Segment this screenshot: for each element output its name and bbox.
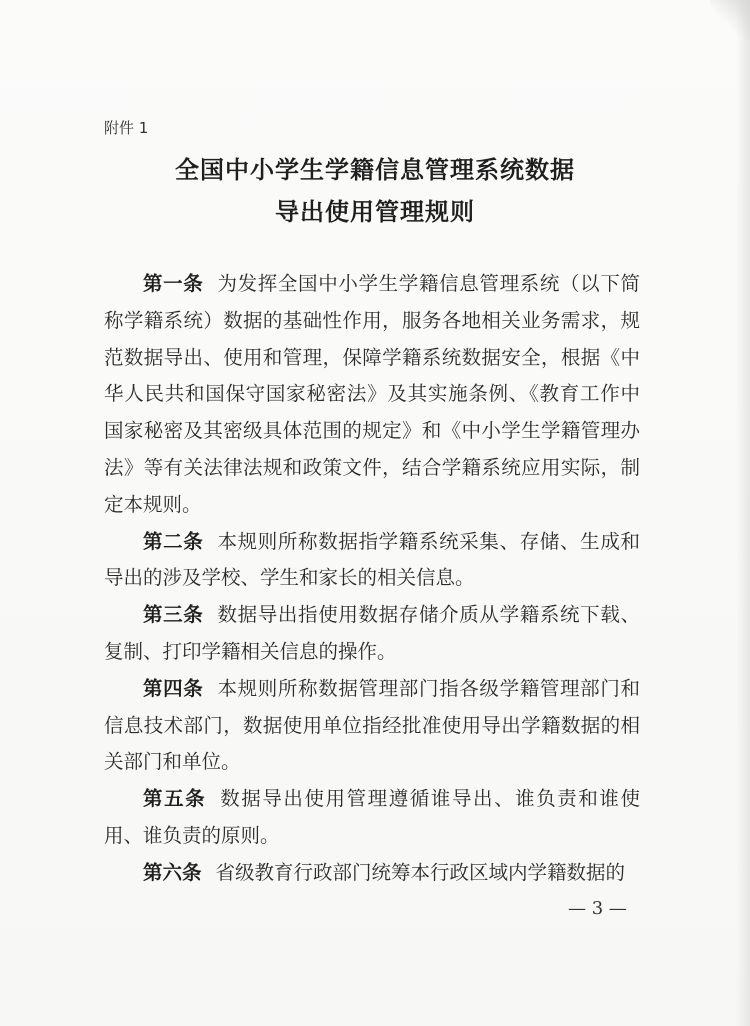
document-title-line-1: 全国中小学生学籍信息管理系统数据 — [175, 156, 575, 184]
article-text: 省级教育行政部门统筹本行政区域内学籍数据的 — [215, 860, 626, 884]
document-title-line-2: 导出使用管理规则 — [275, 198, 475, 226]
document-body — [104, 266, 640, 892]
article-heading: 第六条 — [143, 860, 202, 884]
article-text: 数据导出指使用数据存储介质从学籍系统下载、复制、打印学籍相关信息的操作。 — [104, 603, 640, 663]
article-heading: 第一条 — [143, 272, 204, 295]
article-heading: 第五条 — [143, 787, 207, 811]
page-number: — 3 — — [568, 898, 627, 919]
article-heading: 第四条 — [143, 676, 204, 700]
scan-corner-shadow — [710, 0, 750, 40]
article-text: 数据导出使用管理遵循谁导出、谁负责和谁使用、谁负责的原则。 — [104, 787, 640, 847]
article-4 — [104, 671, 640, 781]
article-text: 本规则所称数据指学籍系统采集、存储、生成和导出的涉及学校、学生和家长的相关信息。 — [104, 529, 640, 590]
article-5 — [104, 781, 640, 855]
article-6 — [104, 855, 640, 892]
article-text: 本规则所称数据管理部门指各级学籍管理部门和信息技术部门，数据使用单位指经批准使用导出学籍数据的相关部门和单位。 — [104, 676, 640, 774]
article-3 — [104, 597, 640, 671]
article-1 — [104, 266, 640, 524]
article-heading: 第三条 — [143, 603, 204, 627]
article-heading: 第二条 — [143, 529, 204, 553]
attachment-label: 附件 1 — [104, 119, 149, 137]
article-text: 为发挥全国中小学生学籍信息管理系统（以下简称学籍系统）数据的基础性作用，服务各地相关业务需求，规范数据导出、使用和管理，保障学籍系统数据安全，根据《中华人民共和国保守国家秘密法》及其实施条例、《教育工作中国家秘密及其密级具体范围的规定》和《中小学生学籍管理办法》等有关法律法规和政策文件，结合学籍系统应用实际，制定本规则。 — [104, 272, 640, 516]
article-2 — [104, 524, 640, 598]
